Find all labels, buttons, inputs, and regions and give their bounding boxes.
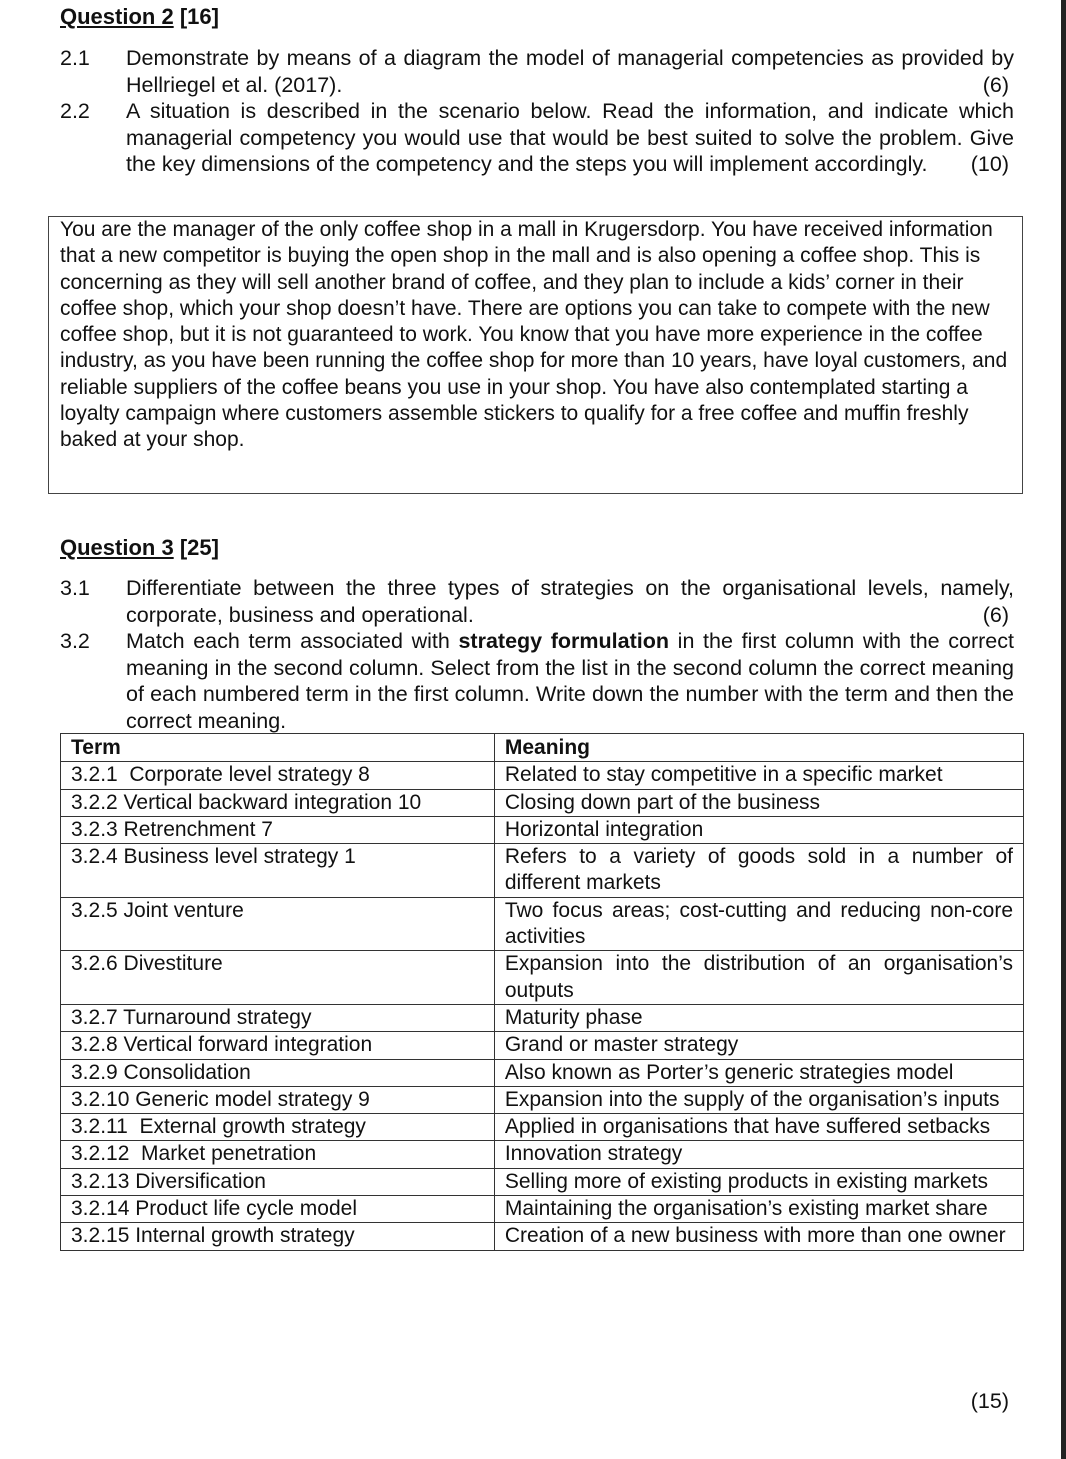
term-cell: 3.2.3 Retrenchment 7 (61, 816, 495, 843)
meaning-cell: Related to stay competitive in a specific market (494, 762, 1023, 789)
meaning-cell: Expansion into the supply of the organisation’s inputs (494, 1086, 1023, 1113)
question-number: 3.2 (60, 629, 90, 653)
meaning-cell: Creation of a new business with more than one owner (494, 1223, 1023, 1250)
question-2-1 (60, 45, 1014, 98)
term-cell: 3.2.14 Product life cycle model (61, 1196, 495, 1223)
table-row (61, 844, 1024, 898)
meaning-cell: Grand or master strategy (494, 1032, 1023, 1059)
term-cell: 3.2.1 Corporate level strategy 8 (61, 762, 495, 789)
term-cell: 3.2.6 Divestiture (61, 951, 495, 1005)
meaning-cell: Two focus areas; cost-cutting and reducing non-core activities (494, 897, 1023, 951)
table-header-row (61, 734, 1024, 762)
table-row (61, 1196, 1024, 1223)
question-number: 2.2 (60, 99, 90, 123)
table-row (61, 897, 1024, 951)
question-2-marks: [16] (179, 4, 219, 29)
term-cell: 3.2.13 Diversification (61, 1168, 495, 1195)
meaning-cell: Applied in organisations that have suffered setbacks (494, 1114, 1023, 1141)
question-3-1 (60, 575, 1014, 628)
term-cell: 3.2.7 Turnaround strategy (61, 1004, 495, 1031)
table-row (61, 1168, 1024, 1195)
table-row (61, 1059, 1024, 1086)
column-header-term: Term (61, 734, 495, 762)
table-row (61, 789, 1024, 816)
table-row (61, 1032, 1024, 1059)
question-marks: (6) (982, 72, 1009, 97)
term-cell: 3.2.9 Consolidation (61, 1059, 495, 1086)
question-3-title: Question 3 (60, 535, 174, 560)
question-marks: (10) (970, 152, 1009, 176)
table-row (61, 1004, 1024, 1031)
page-edge-border (1061, 0, 1066, 1459)
matching-table (60, 733, 1024, 1251)
question-number: 3.1 (60, 576, 90, 600)
table-row (61, 762, 1024, 789)
term-cell: 3.2.10 Generic model strategy 9 (61, 1086, 495, 1113)
term-cell: 3.2.11 External growth strategy (61, 1114, 495, 1141)
question-text: Demonstrate by means of a diagram the model of managerial competencies as provided by Hellriegel et al. (2017). (6) (126, 46, 1014, 97)
question-3-heading (60, 535, 219, 562)
column-header-meaning: Meaning (494, 734, 1023, 762)
question-text: Differentiate between the three types of strategies on the organisational levels, namely, corporate, business and operational. (6) (126, 576, 1014, 627)
table-marks: (15) (970, 1389, 1009, 1413)
table-body (61, 762, 1024, 1250)
question-text: Match each term associated with strategy formulation in the first column with the correct meaning in the second column. Select from the list in the second column the correct meaning of each numbered term in the first column. Write down the number with the term and then the correct meaning. (126, 629, 1014, 733)
meaning-cell: Maturity phase (494, 1004, 1023, 1031)
table-row (61, 1141, 1024, 1168)
meaning-cell: Expansion into the distribution of an organisation’s outputs (494, 951, 1023, 1005)
table-row (61, 1114, 1024, 1141)
term-cell: 3.2.12 Market penetration (61, 1141, 495, 1168)
question-2-2 (60, 98, 1014, 178)
meaning-cell: Refers to a variety of goods sold in a number of different markets (494, 844, 1023, 898)
bold-term: strategy formulation (458, 629, 670, 653)
question-number: 2.1 (60, 46, 90, 70)
table-row (61, 816, 1024, 843)
term-cell: 3.2.5 Joint venture (61, 897, 495, 951)
scenario-box (48, 216, 1023, 494)
term-cell: 3.2.4 Business level strategy 1 (61, 844, 495, 898)
term-cell: 3.2.2 Vertical backward integration 10 (61, 789, 495, 816)
term-cell: 3.2.8 Vertical forward integration (61, 1032, 495, 1059)
scenario-text: You are the manager of the only coffee shop in a mall in Krugersdorp. You have received information that a new competitor is buying the open shop in the mall and is also opening a coffee shop. This is concerning as they will sell another brand of coffee, and they plan to include a kids’ corner in their coffee shop, which your shop doesn’t have. There are options you can take to compete with the new coffee shop, but it is not guaranteed to work. You know that you have more experience in the coffee industry, as you have been running the coffee shop for more than 10 years, have loyal customers, and reliable suppliers of the coffee beans you use in your shop. You have also contemplated starting a loyalty campaign where customers assemble stickers to qualify for a free coffee and muffin freshly baked at your shop. (60, 218, 1008, 452)
question-3-2 (60, 628, 1014, 734)
question-2-heading (60, 4, 219, 31)
meaning-cell: Innovation strategy (494, 1141, 1023, 1168)
meaning-cell: Maintaining the organisation’s existing market share (494, 1196, 1023, 1223)
question-marks: (6) (982, 602, 1009, 627)
table-row (61, 951, 1024, 1005)
question-2-title: Question 2 (60, 4, 174, 29)
table-row (61, 1086, 1024, 1113)
meaning-cell: Horizontal integration (494, 816, 1023, 843)
question-3-marks: [25] (179, 535, 219, 560)
meaning-cell: Closing down part of the business (494, 789, 1023, 816)
table-row (61, 1223, 1024, 1250)
question-text: A situation is described in the scenario below. Read the information, and indicate which managerial competency you would use that would be best suited to solve the problem. Give the key dimensions of the competency and the steps you will implement accordingly. (10) (126, 99, 1014, 176)
term-cell: 3.2.15 Internal growth strategy (61, 1223, 495, 1250)
meaning-cell: Selling more of existing products in existing markets (494, 1168, 1023, 1195)
meaning-cell: Also known as Porter’s generic strategies model (494, 1059, 1023, 1086)
